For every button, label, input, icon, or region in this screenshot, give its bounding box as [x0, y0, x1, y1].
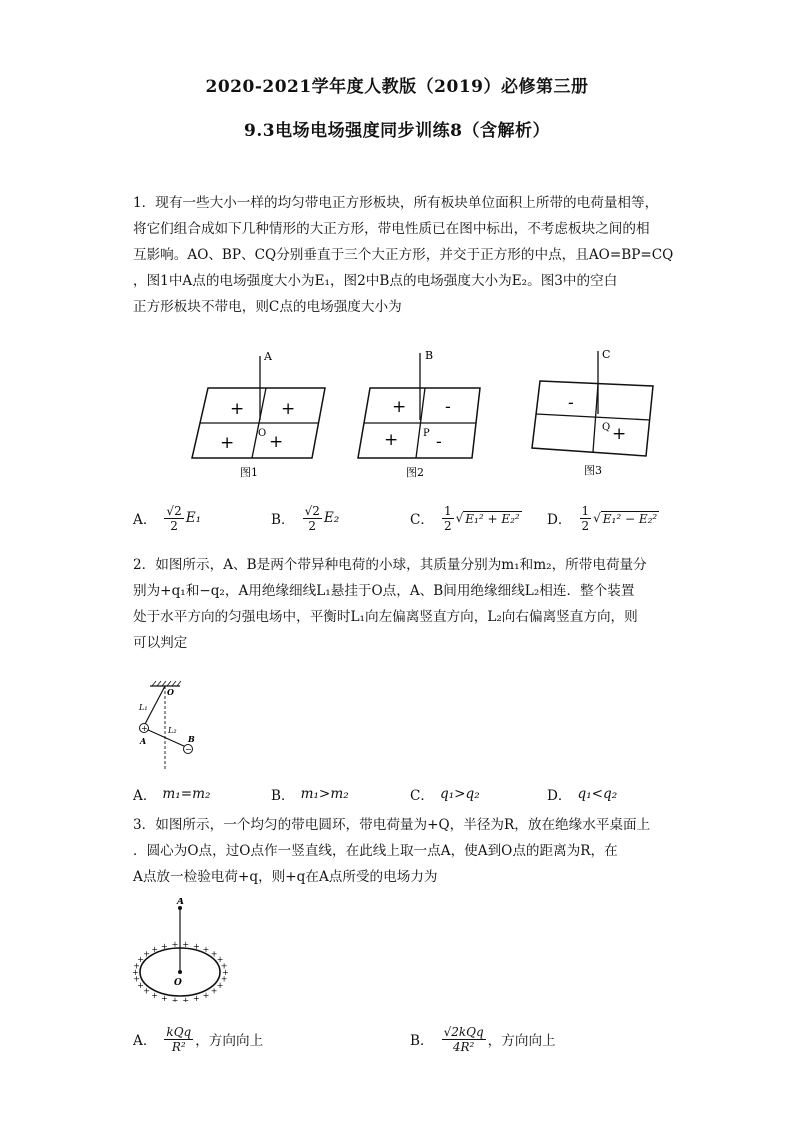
center-label: Q — [602, 422, 611, 433]
charge-sign: + — [281, 399, 296, 419]
charge-sign: + — [230, 399, 245, 419]
fraction — [303, 504, 322, 533]
text-line: 2．如图所示，A、B是两个带异种电荷的小球，其质量分别为m₁和m₂，所带电荷量分 — [133, 557, 647, 573]
option-label: A． — [133, 1033, 157, 1049]
text-line: 互影响。AO、BP、CQ分别垂直于三个大正方形，并交于正方形的中点，且AO=BP=CQ — [133, 247, 674, 263]
option-label: D． — [547, 512, 572, 528]
plus-charge-icon: + — [137, 955, 144, 964]
denominator: 2 — [170, 518, 178, 533]
text-line: 处于水平方向的匀强电场中，平衡时L₁向左偏离竖直方向，L₂向右偏离竖直方向，则 — [133, 609, 638, 625]
question-2-figure — [134, 680, 214, 772]
plus-charge-icon: + — [132, 968, 139, 977]
plus-charge-icon: + — [193, 994, 200, 1002]
plus-charge-icon: + — [151, 945, 159, 954]
option-tail: ，方向向上 — [195, 1033, 264, 1049]
option-a[interactable] — [133, 500, 201, 536]
option-label: B． — [410, 1033, 434, 1049]
line-l1-label: L₁ — [139, 703, 148, 712]
option-d[interactable] — [547, 500, 659, 536]
option-text: m₁=m₂ — [162, 786, 211, 802]
plus-charge-icon: + — [171, 995, 179, 1002]
denominator: 4R² — [452, 1039, 475, 1054]
numerator: 1 — [444, 503, 452, 518]
doc-title-line1: 2020-2021学年度人教版（2019）必修第三册 — [205, 77, 589, 97]
charge-sign: + — [392, 397, 407, 417]
question-3-text — [133, 812, 663, 890]
question-2-options — [133, 776, 673, 812]
plus-charge-icon: + — [220, 961, 228, 971]
charge-sign: + — [220, 433, 235, 453]
figure-caption: 图1 — [240, 466, 258, 479]
point-label: C — [602, 348, 611, 361]
option-b[interactable] — [410, 1018, 556, 1060]
text-line: ，图1中A点的电场强度大小为E₁，图2中B点的电场强度大小为E₂。图3中的空白 — [133, 273, 618, 289]
center-label: P — [423, 428, 430, 439]
option-b[interactable] — [271, 500, 339, 536]
option-b[interactable] — [271, 776, 349, 812]
sqrt-sign-icon: √ — [455, 511, 464, 525]
plus-charge-icon: + — [182, 940, 190, 950]
plus-charge-icon: + — [151, 991, 159, 1000]
numerator: √2kQq — [443, 1024, 484, 1039]
numerator: kQq — [166, 1024, 192, 1039]
plus-charge-icon: + — [133, 974, 141, 984]
numerator: √2 — [304, 503, 320, 518]
plus-charge-icon: + — [216, 955, 224, 964]
doc-title-line2: 9.3电场电场强度同步训练8（含解析） — [244, 121, 550, 141]
option-tail: E₂ — [323, 510, 340, 526]
ball-b-label: B — [188, 734, 195, 744]
option-label: A． — [133, 788, 157, 804]
option-d[interactable] — [547, 776, 617, 812]
question-1-figures — [180, 348, 660, 483]
option-text: m₁>m₂ — [300, 786, 349, 802]
option-label: C． — [410, 788, 434, 804]
question-1-options — [133, 500, 673, 536]
numerator: 1 — [581, 503, 590, 518]
plus-charge-icon: + — [143, 949, 151, 959]
option-label: A． — [133, 512, 157, 528]
plus-charge-icon: + — [202, 991, 210, 1000]
sqrt-sign-icon: √ — [593, 511, 601, 525]
plus-charge-icon: + — [220, 974, 228, 984]
line-l2-label: L₂ — [168, 726, 177, 735]
question-3-figure — [132, 898, 232, 1002]
point-o-label: O — [174, 978, 182, 988]
charge-sign: + — [269, 432, 284, 452]
text-line: 别为+q₁和−q₂，A用绝缘细线L₁悬挂于O点，A、B间用绝缘细线L₂相连．整个装置 — [133, 583, 635, 599]
option-text: q₁>q₂ — [440, 786, 480, 802]
figure-caption: 图3 — [584, 464, 602, 477]
plus-charge-icon: + — [202, 945, 210, 954]
plus-charge-icon: + — [171, 940, 179, 950]
option-c[interactable] — [410, 776, 480, 812]
text-line: 可以判定 — [133, 635, 188, 651]
option-label: C． — [410, 512, 434, 528]
fraction — [442, 504, 454, 533]
plus-charge-icon: + — [216, 981, 224, 990]
option-label: B． — [271, 512, 295, 528]
charge-sign: + — [612, 424, 627, 444]
plus-charge-icon: + — [182, 995, 190, 1002]
figure-1 — [192, 350, 325, 479]
charge-sign: - — [445, 397, 451, 417]
plus-charge-icon: + — [141, 724, 148, 733]
text-line: 3．如图所示，一个均匀的带电圆环，带电荷量为+Q，半径为R，放在绝缘水平桌面上 — [133, 817, 651, 833]
question-3-options — [133, 1018, 673, 1060]
radicand: E₁² + E₂² — [465, 511, 520, 526]
text-line: 1．现有一些大小一样的均匀带电正方形板块，所有板块单位面积上所带的电荷量相等， — [133, 195, 659, 211]
sqrt-expression — [593, 511, 659, 526]
denominator: R² — [171, 1039, 186, 1054]
option-label: D． — [547, 788, 572, 804]
option-a[interactable] — [133, 1018, 263, 1060]
plus-charge-icon: + — [222, 968, 229, 977]
option-tail: ，方向向上 — [487, 1033, 556, 1049]
charge-sign: + — [384, 430, 399, 450]
option-label: B． — [271, 788, 295, 804]
option-a[interactable] — [133, 776, 211, 812]
plus-charge-icon: + — [133, 961, 141, 971]
ball-a-label: A — [140, 736, 147, 746]
question-1-text — [133, 190, 674, 320]
figure-3 — [532, 348, 653, 477]
fraction — [580, 504, 592, 533]
point-label: A — [264, 350, 272, 363]
charge-sign: - — [568, 393, 574, 413]
charge-sign: - — [436, 432, 442, 452]
option-tail: E₁ — [185, 510, 202, 526]
option-text: q₁<q₂ — [577, 786, 618, 802]
plus-charge-icon: + — [161, 941, 168, 951]
radicand: E₁² − E₂² — [602, 511, 658, 526]
plus-charge-icon: + — [193, 941, 200, 951]
text-line: 将它们组合成如下几种情形的大正方形，带电性质已在图中标出，不考虑板块之间的相 — [133, 221, 650, 237]
point-o-label: O — [167, 687, 174, 697]
denominator: 2 — [308, 518, 317, 533]
plus-charge-icon: + — [210, 986, 218, 996]
fraction — [442, 1025, 486, 1054]
question-2-text — [133, 552, 663, 656]
point-a-label: A — [177, 898, 184, 907]
denominator: 2 — [444, 518, 452, 533]
plus-charge-icon: + — [210, 949, 218, 959]
fraction — [164, 1025, 193, 1054]
denominator: 2 — [581, 518, 590, 533]
numerator: √2 — [166, 503, 182, 518]
text-line: 正方形板块不带电，则C点的电场强度大小为 — [133, 299, 402, 315]
sqrt-expression — [456, 511, 522, 526]
option-c[interactable] — [410, 500, 522, 536]
fraction — [164, 504, 183, 533]
plus-charge-icon: + — [143, 986, 151, 996]
plus-charge-icon: + — [161, 994, 168, 1002]
point-label: B — [425, 349, 434, 362]
text-line: A点放一检验电荷+q，则+q在A点所受的电场力为 — [133, 869, 438, 885]
minus-charge-icon: − — [185, 745, 192, 754]
text-line: ．圆心为O点，过O点作一竖直线，在此线上取一点A，使A到O点的距离为R，在 — [133, 843, 618, 859]
center-label: O — [258, 428, 267, 439]
plus-charge-icon: + — [137, 981, 144, 990]
figure-caption: 图2 — [406, 466, 424, 479]
figure-2 — [358, 349, 480, 479]
